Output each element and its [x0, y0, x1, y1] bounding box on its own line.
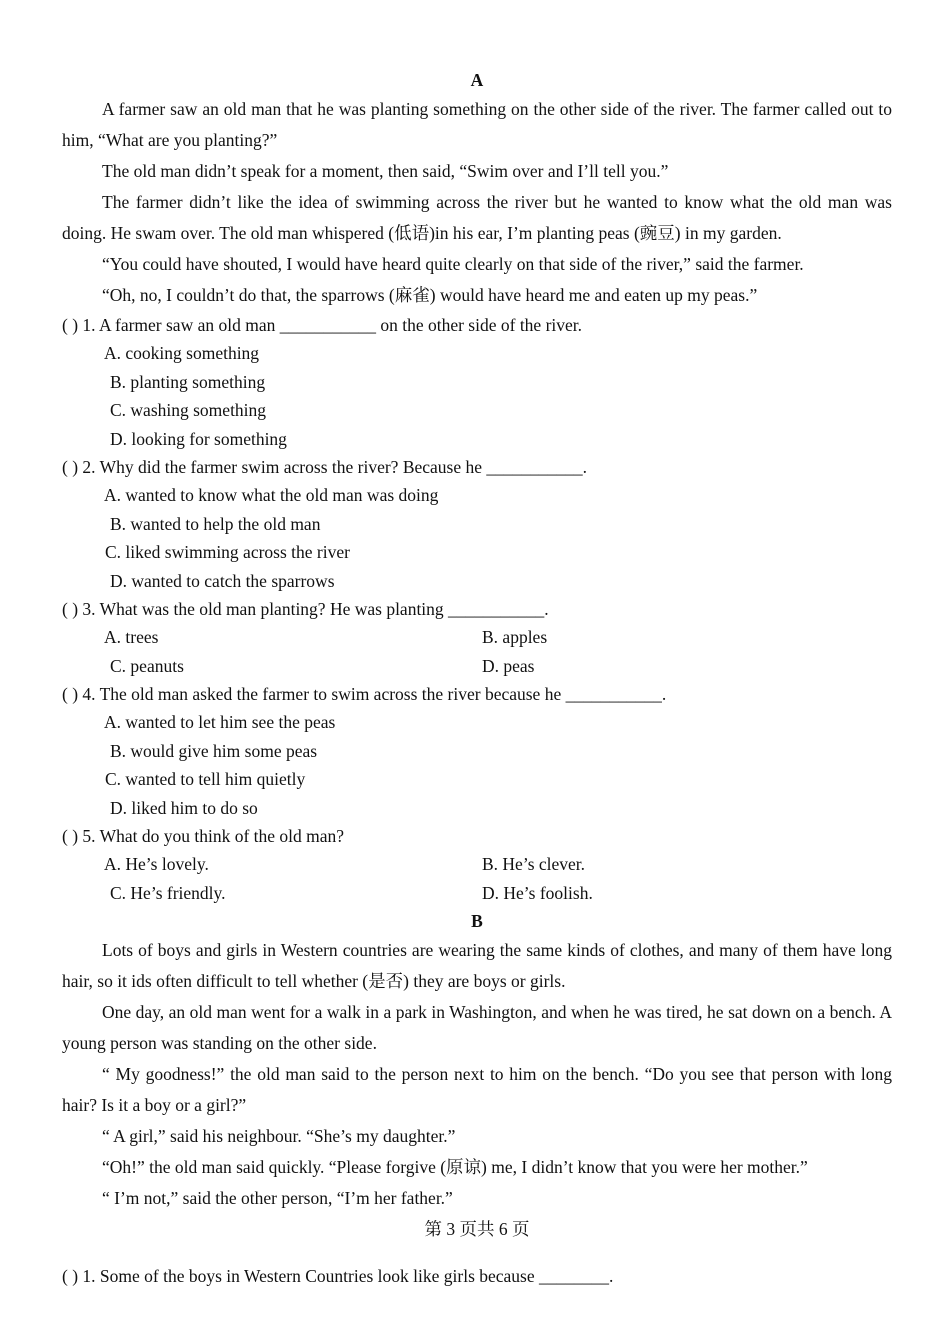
question-5-option-c: C. He’s friendly.: [110, 882, 226, 903]
question-3-options-row-1: [62, 623, 892, 651]
question-4-option-a: A. wanted to let him see the peas: [104, 712, 336, 733]
question-2-option-d: D. wanted to catch the sparrows: [110, 570, 335, 591]
passage-b-paragraph-1: Lots of boys and girls in Western countries are wearing the same kinds of clothes, and many of them have long hair, so it ids often difficult to tell whether (是否) they are boys or girls.: [62, 940, 892, 992]
question-1-stem: ( ) 1. A farmer saw an old man ___________ on the other side of the river.: [62, 315, 583, 335]
question-5-stem: ( ) 5. What do you think of the old man?: [62, 826, 345, 847]
question-2-option-a: A. wanted to know what the old man was doing: [104, 485, 439, 506]
question-2-option-b: B. wanted to help the old man: [110, 513, 321, 534]
question-2-option-c: C. liked swimming across the river: [105, 542, 350, 563]
section-a-title: A: [470, 70, 484, 90]
question-4-option-b: B. would give him some peas: [110, 740, 318, 761]
document-page: [62, 66, 892, 1291]
question-4-stem: ( ) 4. The old man asked the farmer to swim across the river because he ___________.: [62, 684, 667, 705]
question-5-options-row-1: [62, 850, 892, 878]
question-3-stem: ( ) 3. What was the old man planting? He was planting ___________.: [62, 598, 549, 619]
section-b-question-1-stem: ( ) 1. Some of the boys in Western Countries look like girls because ________.: [62, 1266, 614, 1287]
question-4-option-d: D. liked him to do so: [110, 797, 258, 818]
question-5-option-a: A. He’s lovely.: [104, 854, 209, 875]
question-1-option-b: B. planting something: [110, 371, 266, 392]
question-3-options-row-2: [62, 652, 892, 680]
question-1-option-d: D. looking for something: [110, 428, 287, 449]
question-3-option-c: C. peanuts: [110, 655, 184, 676]
passage-a-paragraph-2: The old man didn’t speak for a moment, then said, “Swim over and I’ll tell you.”: [102, 161, 669, 181]
passage-a-paragraph-3: The farmer didn’t like the idea of swimming across the river but he wanted to know what the old man was doing. He swam over. The old man whispered (低语)in his ear, I’m planting peas (豌豆) in my garden.: [62, 192, 892, 243]
question-5-option-b: B. He’s clever.: [482, 854, 586, 875]
question-5-options-row-2: [62, 879, 892, 907]
passage-b-paragraph-6: “ I’m not,” said the other person, “I’m her father.”: [102, 1188, 453, 1209]
page-footer: 第 3 页共 6 页: [424, 1219, 530, 1240]
question-3-option-d: D. peas: [482, 655, 535, 676]
question-3-option-a: A. trees: [104, 627, 159, 648]
question-2-stem: ( ) 2. Why did the farmer swim across the river? Because he ___________.: [62, 456, 588, 477]
question-1-option-c: C. washing something: [110, 400, 267, 421]
passage-a-paragraph-1: A farmer saw an old man that he was planting something on the other side of the river. The farmer called out to him, “What are you planting?”: [62, 99, 892, 150]
question-5-option-d: D. He’s foolish.: [482, 882, 593, 903]
passage-b-paragraph-5: “Oh!” the old man said quickly. “Please forgive (原谅) me, I didn’t know that you were her mother.”: [102, 1157, 808, 1178]
passage-a-paragraph-5: “Oh, no, I couldn’t do that, the sparrows (麻雀) would have heard me and eaten up my peas.”: [102, 285, 758, 305]
passage-b-paragraph-3: “ My goodness!” the old man said to the person next to him on the bench. “Do you see that person with long hair? Is it a boy or a girl?”: [62, 1064, 892, 1116]
question-1-option-a: A. cooking something: [104, 343, 260, 364]
question-3-option-b: B. apples: [482, 627, 548, 648]
section-b-title: B: [471, 911, 483, 932]
passage-a-paragraph-4: “You could have shouted, I would have heard quite clearly on that side of the river,” said the farmer.: [102, 254, 804, 274]
passage-b-paragraph-2: One day, an old man went for a walk in a park in Washington, and when he was tired, he sat down on a bench. A young person was standing on the other side.: [62, 1002, 892, 1054]
passage-b-paragraph-4: “ A girl,” said his neighbour. “She’s my daughter.”: [102, 1126, 456, 1147]
question-4-option-c: C. wanted to tell him quietly: [105, 769, 306, 790]
